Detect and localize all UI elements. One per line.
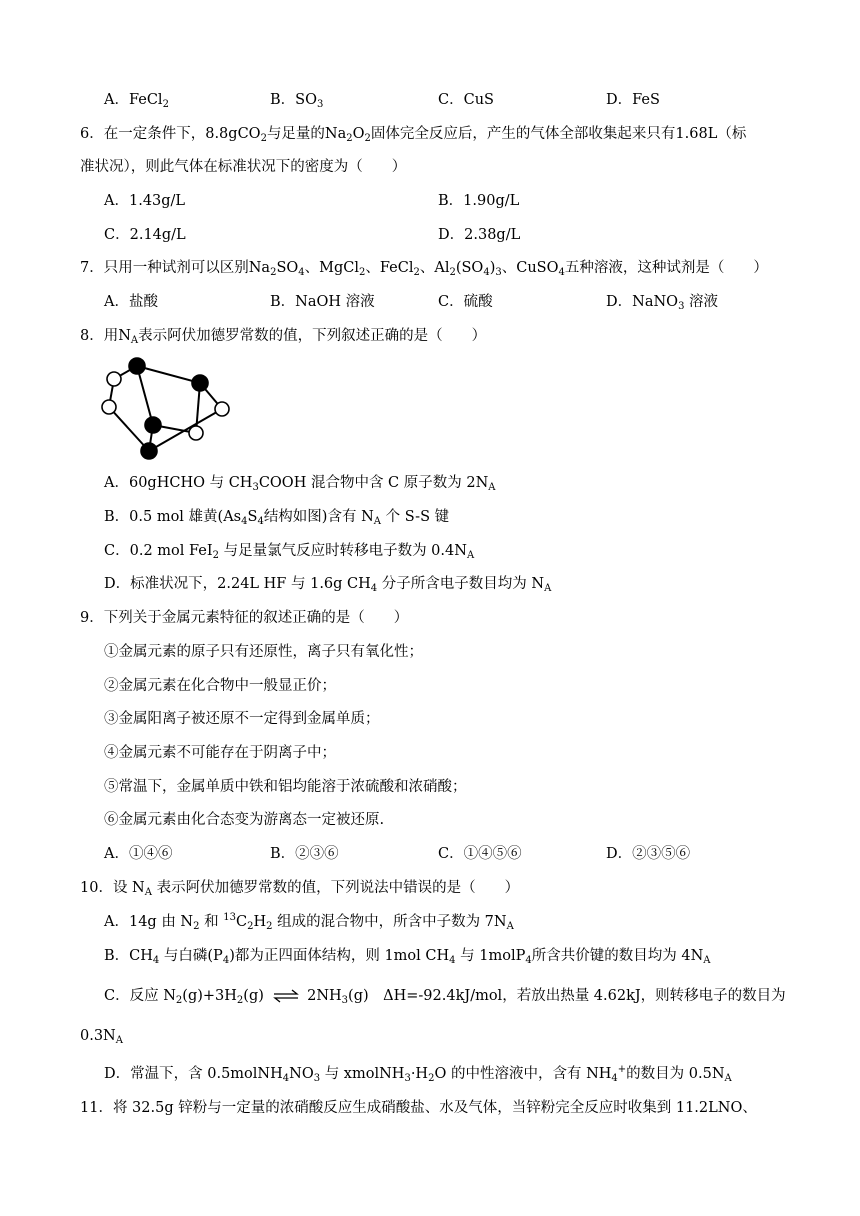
q6-option-c: C．2.14g/L [104,227,186,243]
q9-stem: 9．下列关于金属元素特征的叙述正确的是（ ） [80,610,409,626]
q8-option-d: D．标准状况下，2.24L HF 与 1.6g $CH_4$ 分子所含电子数目均为 $N_A$ [104,576,552,594]
q7-option-b: B．NaOH 溶液 [270,294,375,310]
option-label: C． [438,92,464,108]
equilibrium-arrow-icon [273,989,299,1003]
q9-option-a: A．①④⑥ [104,846,173,862]
q9-option-b: B．②③⑥ [270,846,339,862]
option-label: A． [104,92,129,108]
q5-option-a: A．FeCl$_2$ [104,92,169,110]
q8-option-a: A．60gHCHO 与 $CH_3COOH$ 混合物中含 C 原子数为 $2N_A$ [104,475,496,493]
option-label: C． [438,294,464,310]
q10-stem: 10．设 $N_A$ 表示阿伏加德罗常数的值，下列说法中错误的是（ ） [80,880,520,898]
q11-stem: 11．将 32.5g 锌粉与一定量的浓硝酸反应生成硝酸盐、水及气体，当锌粉完全反应时收集到 11.2LNO、 [80,1100,757,1116]
option-label: D． [104,1066,131,1082]
q7-option-a: A．盐酸 [104,294,158,310]
s-atom [189,426,203,440]
q7-stem: 7．只用一种试剂可以区别$Na_2SO_4$、MgCl$_2$、FeCl$_2$、$Al_2(SO_4)_3$、CuSO$_4$五种溶液，这种试剂是（ ） [80,260,768,278]
option-label: B． [438,193,464,209]
option-label: C． [438,846,464,862]
q10-option-c-continued: $0.3N_A$ [80,1028,123,1046]
option-label: B． [104,509,130,525]
option-label: A． [104,846,129,862]
option-label: B． [270,846,296,862]
option-label: B． [270,92,296,108]
q5-option-d: D．FeS [606,92,660,108]
q5-option-c: C．CuS [438,92,494,108]
q10-option-a: A．14g 由 $N_2$ 和 $^{13}C_2H_2$ 组成的混合物中，所含中子数为 $7N_A$ [104,912,514,932]
q9-statement-6: ⑥金属元素由化合态变为游离态一定被还原. [104,812,385,828]
as-atom [192,375,208,391]
option-label: C． [104,227,130,243]
q8-stem: 8．用$N_A$表示阿伏加德罗常数的值，下列叙述正确的是（ ） [80,328,487,346]
s-atom [102,400,116,414]
option-label: C． [104,543,130,559]
option-label: C． [104,988,130,1004]
q9-statement-2: ②金属元素在化合物中一般显正价； [104,678,336,694]
s-atom [107,372,121,386]
s-atom [215,402,229,416]
as-atom [129,358,145,374]
q8-option-c: C．0.2 mol FeI$_2$ 与足量氯气反应时转移电子数为 $0.4N_A$ [104,543,475,561]
q8-option-b: B．0.5 mol 雄黄($As_4S_4$结构如图)含有 $N_A$ 个 S-S 键 [104,509,450,527]
option-label: D． [104,576,131,592]
q5-option-b: B．$SO_3$ [270,92,324,110]
option-label: B． [270,294,296,310]
option-label: A． [104,193,129,209]
q6-option-d: D．2.38g/L [438,227,521,243]
q6-option-b: B．1.90g/L [438,193,520,209]
as-atom [145,417,161,433]
q9-statement-1: ①金属元素的原子只有还原性，离子只有氧化性； [104,644,423,660]
q9-statement-3: ③金属阳离子被还原不一定得到金属单质； [104,711,380,727]
option-label: D． [606,846,633,862]
q10-option-d: D．常温下，含 $0.5molNH_4NO_3$ 与 $xmolNH_3\cdot H_2O$ 的中性溶液中，含有 $NH_4^+$的数目为 $0.5N_A$ [104,1064,732,1084]
option-label: A． [104,914,129,930]
q6-stem-line2: 准状况），则此气体在标准状况下的密度为（ ） [80,159,407,175]
option-label: D． [606,294,633,310]
option-label: D． [606,92,633,108]
as4s4-structure-diagram [100,352,240,464]
q9-statement-5: ⑤常温下，金属单质中铁和铝均能溶于浓硫酸和浓硝酸； [104,779,467,795]
q10-option-b: B．$CH_4$ 与白磷$(P_4)$都为正四面体结构，则 1mol $CH_4$ 与 1molP$_4$所含共价键的数目均为 $4N_A$ [104,948,711,966]
q9-option-d: D．②③⑤⑥ [606,846,691,862]
option-label: D． [438,227,465,243]
q7-option-d: D．NaNO$_3$ 溶液 [606,294,719,312]
option-label: A． [104,294,129,310]
q9-statement-4: ④金属元素不可能存在于阴离子中； [104,745,336,761]
as-atom [141,443,157,459]
q6-stem-line1: 6．在一定条件下，8.8gCO$_2$与足量的$Na_2O_2$固体完全反应后，产生的气体全部收集起来只有1.68L（标 [80,126,747,144]
q9-option-c: C．①④⑤⑥ [438,846,522,862]
q6-option-a: A．1.43g/L [104,193,186,209]
option-label: A． [104,475,129,491]
q10-option-c: C．反应 $N_2(g)+3H_2(g)$ $2NH_3(g)$ ΔH=-92.4kJ/mol，若放出热量 4.62kJ，则转移电子的数目为 [104,988,786,1006]
q7-option-c: C．硫酸 [438,294,493,310]
option-label: B． [104,948,130,964]
